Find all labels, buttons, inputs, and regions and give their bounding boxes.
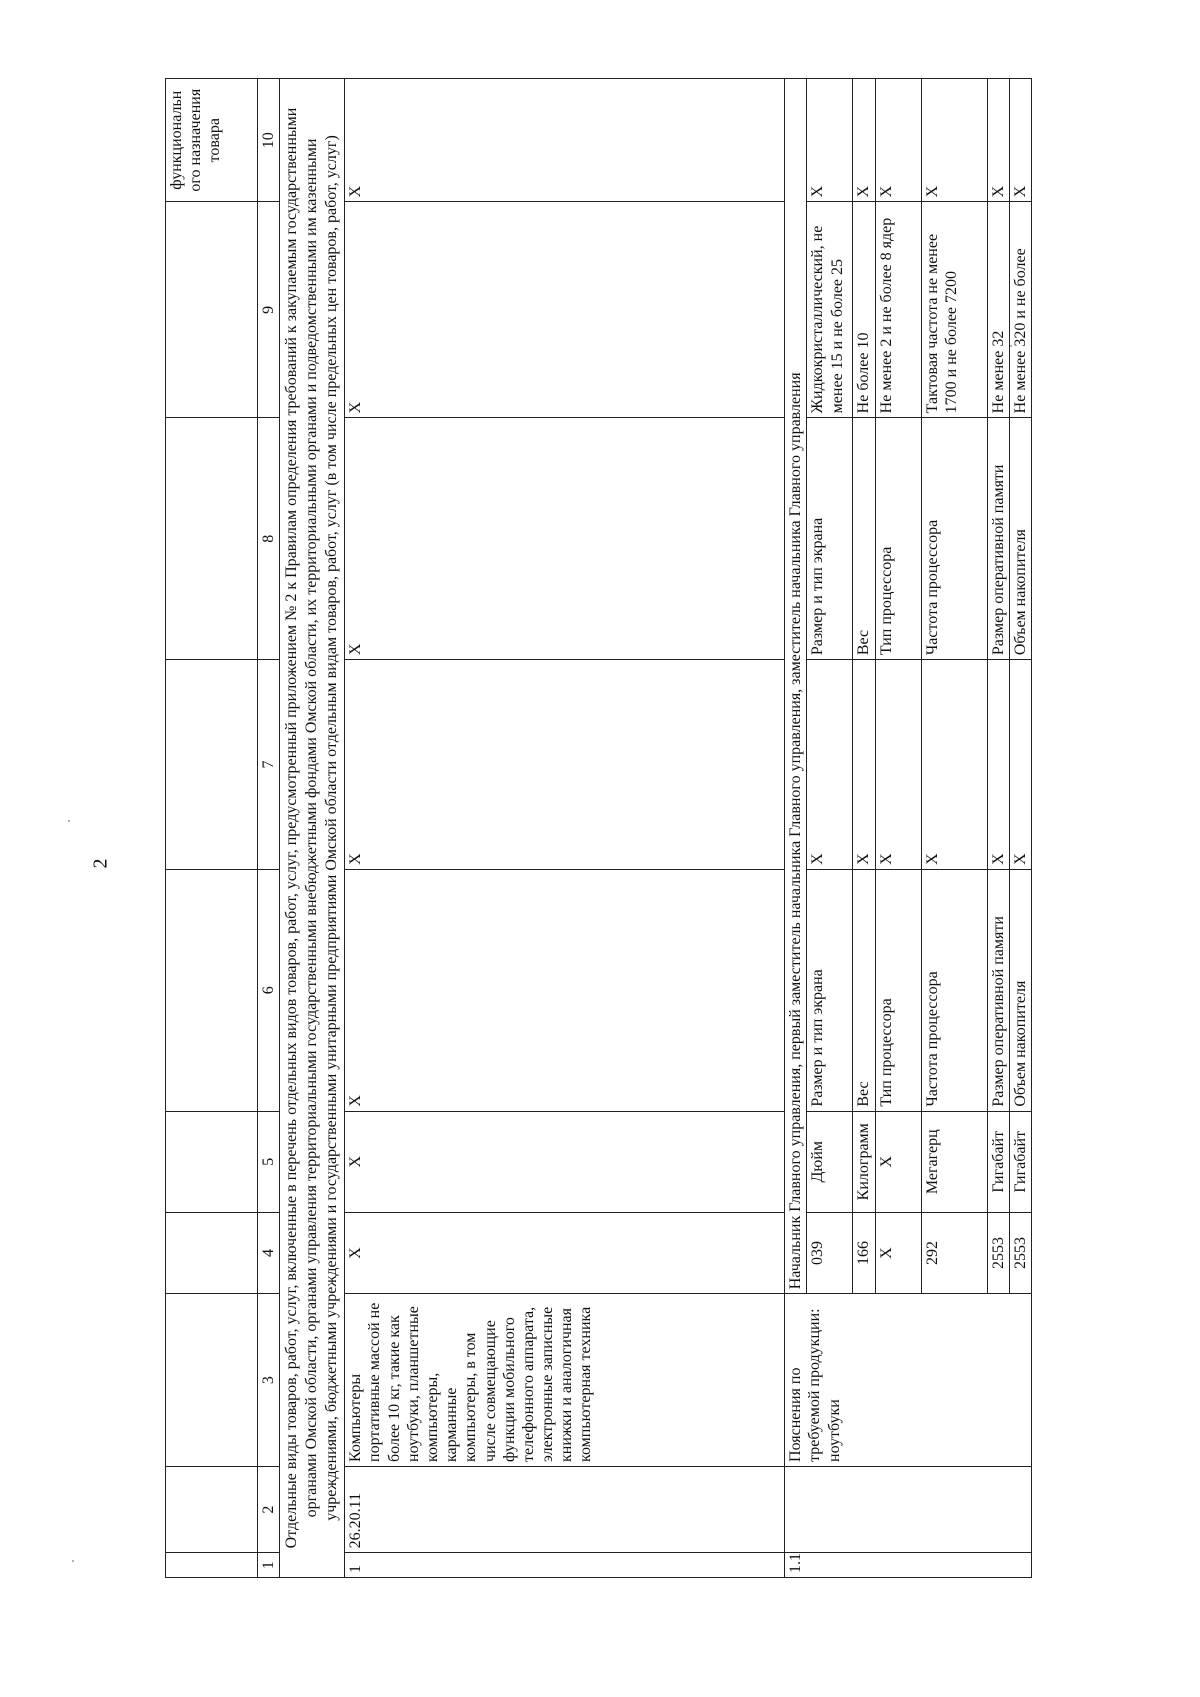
row1-col8-mark: X [345,418,785,660]
row1-col5-mark: X [345,1111,785,1212]
row11-number: 1.1 [785,1553,1032,1578]
char-name-6: Вес [853,869,875,1111]
row1-col6-mark: X [345,869,785,1111]
char-name-6: Тип процессора [875,869,921,1111]
row11-explain: Пояснения по требуемой продукции: ноутбуки [785,1294,1032,1467]
char-value: Не более 10 [853,202,875,418]
char-value: Не менее 320 и не более [1009,202,1031,418]
col-num-8: 8 [258,418,280,660]
char-value: Не менее 2 и не более 8 ядер [875,202,921,418]
char-col10-mark: X [921,79,987,202]
col-num-1: 1 [258,1553,280,1578]
requirements-table [165,78,1032,1578]
char-name-8: Тип процессора [875,418,921,660]
column-numbers-row [258,79,280,1578]
char-unit: Гигабайт [987,1111,1009,1212]
col-num-9: 9 [258,202,280,418]
intro-text: Отдельные виды товаров, работ, услуг, включенные в перечень отдельных видов товаров, работ, услуг, предусмотренный приложением № 2 к Правилам определения требований к закупаемым государственными органами Омской области, органами управления территориальными государственными внебюджетными фондами Омской области, их территориальными органами и подведомственными им казенными учреждениями, бюджетными учреждениями и государственными унитарными предприятиями Омской области отдельным видам товаров, работ, услуг (в том числе предельных цен товаров, работ, услуг) [280,79,345,1578]
char-name-8: Объем накопителя [1009,418,1031,660]
char-col7-mark: X [875,660,921,870]
char-col7-mark: X [853,660,875,870]
scan-speck [1010,345,1012,347]
col-num-7: 7 [258,660,280,870]
row1-col9-mark: X [345,202,785,418]
officials-row [785,79,807,1578]
char-name-8: Частота процессора [921,418,987,660]
col-num-5: 5 [258,1111,280,1212]
char-col10-mark: X [1009,79,1031,202]
char-unit: Мегагерц [921,1111,987,1212]
row1-col10-mark: X [345,79,785,202]
char-code: 2553 [1009,1212,1031,1293]
char-code: X [875,1212,921,1293]
char-name-6: Объем накопителя [1009,869,1031,1111]
char-col7-mark: X [987,660,1009,870]
char-value: Не менее 32 [987,202,1009,418]
char-code: 292 [921,1212,987,1293]
char-value: Тактовая частота не менее 1700 и не более 7200 [921,202,987,418]
scan-speck [72,1560,74,1562]
page-number: 2 [89,858,112,869]
scan-speck [68,820,70,822]
col-num-6: 6 [258,869,280,1111]
col-num-10: 10 [258,79,280,202]
char-name-6: Размер оперативной памяти [987,869,1009,1111]
row1-code: 26.20.11 [345,1466,785,1552]
char-name-6: Размер и тип экрана [807,869,853,1111]
char-col10-mark: X [853,79,875,202]
row1-name: Компьютеры портативные массой не более 10 кг, такие как ноутбуки, планшетные компьютеры, карманные компьютеры, в том числе совмещающие функции мобильного телефонного аппарата, электронные записные книжки и аналогичная компьютерная техника [345,1294,785,1467]
char-unit: Дюйм [807,1111,853,1212]
char-col10-mark: X [987,79,1009,202]
row11-officials: Начальник Главного управления, первый заместитель начальника Главного управления, заместитель начальника Главного управления [785,79,807,1294]
char-name-8: Вес [853,418,875,660]
char-col10-mark: X [875,79,921,202]
char-col7-mark: X [921,660,987,870]
header-continuation-row [166,79,258,1578]
row1-col4-mark: X [345,1212,785,1293]
col-num-3: 3 [258,1294,280,1467]
char-unit: Килограмм [853,1111,875,1212]
row1-number: 1 [345,1553,785,1578]
char-name-6: Частота процессора [921,869,987,1111]
row1-col7-mark: X [345,660,785,870]
char-code: 2553 [987,1212,1009,1293]
char-col10-mark: X [807,79,853,202]
col-num-4: 4 [258,1212,280,1293]
char-col7-mark: X [807,660,853,870]
product-row [345,79,785,1578]
char-code: 166 [853,1212,875,1293]
char-unit: Гигабайт [1009,1111,1031,1212]
col10-header: функциональн ого назначения товара [166,79,258,202]
char-unit: X [875,1111,921,1212]
char-name-8: Размер оперативной памяти [987,418,1009,660]
intro-row [280,79,345,1578]
rotated-table-sheet [165,78,1085,1578]
col-num-2: 2 [258,1466,280,1552]
char-code: 039 [807,1212,853,1293]
char-col7-mark: X [1009,660,1031,870]
char-name-8: Размер и тип экрана [807,418,853,660]
char-value: Жидкокристаллический, не менее 15 и не более 25 [807,202,853,418]
